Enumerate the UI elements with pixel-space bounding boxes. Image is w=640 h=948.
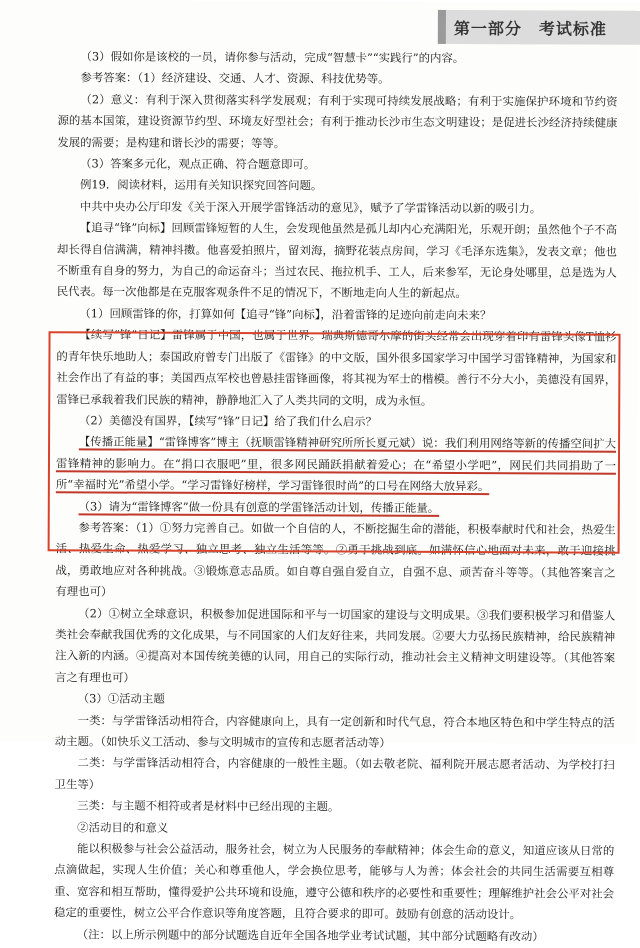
- section-header: [438, 10, 640, 45]
- material-1: 【追寻“锋”向标】回顾雷锋短暂的人生，会发现他虽然是孤儿却内心充满阳光，乐观开朗；虽然他个子不高却长得自信满满，精神抖擞。他喜爱拍照片，留刘海，摘野花装点房间，学习《毛泽东选集》，发表文章；他也不断重有自身的努力，为自己的命运奋斗；当过农民、拖拉机手、工人，后来参军，无论身处哪里，总是选为人民代表。每一次他都是在克服客观条件不足的情况下，不断地走向人生的新起点。: [56, 220, 618, 301]
- question-2: （2）美德没有国界，【续写“锋”日记】给了我们什么启示？: [78, 413, 377, 429]
- activity-purpose-heading: ②活动目的和意义: [77, 819, 169, 835]
- question-3b: （3）请为“雷锋博客”做一份具有创意的学雷锋活动计划，传播正能量。: [78, 498, 440, 515]
- material-intro: 中共中央办公厅印发《关于深入开展学雷锋活动的意见》，赋予了学雷锋活动以新的吸引力。: [79, 199, 542, 216]
- theme-class-2: 二类：与学雷锋活动相符合，内容健康的一般性主题。（如去敬老院、福利院开展志愿者活动、为学校打扫卫生等）: [54, 755, 615, 792]
- theme-class-1: 一类：与学雷锋活动相符合，内容健康向上，具有一定创新和时代气息，符合本地区特色和中学生特点的活动主题。（如快乐义工活动、参与文明城市的宣传和志愿者活动等）: [54, 712, 615, 750]
- footnote: （注：以上所示例题中的部分试题选自近年全国各地学业考试试题，其中部分试题略有改动）: [76, 927, 544, 944]
- header-tab-marker: [438, 10, 446, 44]
- body-text: [54, 46, 618, 947]
- answer-2: （2）意义：有利于深入贯彻落实科学发展观；有利于实现可持续发展战略；有利于实施保护环境和节约资源的基本国策，建设资源节约型、环境友好型社会；有利于推动长沙市生态文明建设；是促进长沙经济持续健康发展的需要；是构建和谐长沙的需要；等等。: [57, 92, 618, 150]
- answer-1: 参考答案：（1）经济建设、交通、人才、资源、科技优势等。: [80, 70, 390, 87]
- material-3: 【传播正能量】“雷锋博客”博主（抚顺雷锋精神研究所所长夏元斌）说：我们利用网络等新的传播空间扩大雷锋精神的影响力。在“捐口衣服吧”里，很多网民踊跃捐献着爱心；在“希望小学吧”，网民们共同捐助了一所“幸福时光”希望小学。“学习雷锋好榜样，学习雷锋很时尚”的口号在网络大放异彩。: [55, 434, 617, 494]
- answer-3: （3）答案多元化，观点正确、符合题意即可。: [80, 156, 316, 172]
- section-title: 第一部分 考试标准: [453, 18, 607, 39]
- activity-purpose: 能以积极参与社会公益活动，服务社会，树立为人民服务的奉献精神；体会生命的意义，知道应该从日常的点滴做起，实现人生价值；关心和尊重他人，学会换位思考，能够与人为善；体会社会的共同生活需要互相尊重、宽容和相互帮助，懂得爱护公共环境和设施，遵守公德和秩序的必要性和重要性；理解维护社会公平对社会稳定的重要性，树立公平合作意识等角度答题，且符合要求的即可。鼓励有创意的活动设计。: [53, 841, 615, 922]
- theme-class-3: 三类：与主题不相符或者是材料中已经出现的主题。: [77, 798, 340, 814]
- answer-block-1: 参考答案：（1）①努力完善自己。如做一个自信的人，不断挖掘生命的潜能，积极奉献时代和社会，热爱生活、热爱生命、热爱学习、独立思考、独立生活等等。②勇于挑战到底。如满怀信心地面对未来，敢于迎接挑战，勇敢地应对各种挑战。③锻炼意志品质。如自尊自强自爱自立，自强不息、顽苦奋斗等等。（其他答案言之有理也可）: [55, 520, 616, 599]
- question-1: （1）回顾雷锋的你，打算如何【追寻“锋”向标】，沿着雷锋的足迹向前走向未来？: [79, 306, 492, 323]
- question-3: （3）假如你是该校的一员，请你参与活动，完成“智慧卡”“实践行”的内容。: [80, 49, 465, 66]
- example-title: 例19．阅读材料，运用有关知识探究回答问题。: [79, 177, 323, 193]
- answer-block-2: （2）①树立全球意识，积极参加促进国际和平与一切国家的建设与文明成果。③我们要积极学习和借鉴人类社会奉献我国优秀的文化成果，与不同国家的人们友好往来，共同发展。②要大力弘扬民族精神，给民族精神注入新的内涵。④提高对本国传统美德的认同，用自己的实际行动，推动社会主义精神文明建设等。（其他答案言之有理也可）: [55, 605, 616, 685]
- activity-theme-heading: （3）①活动主题: [77, 691, 165, 706]
- material-2: 【续写“锋”日记】雷锋属于中国，也属于世界。瑞典斯德哥尔摩的街头经常会出现穿着印有雷锋头像T恤衫的青年快乐地助人；泰国政府曾专门出版了《雷锋》的中文版，国外很多国家学习中国学习雷锋精神，为国家和社会作出了有益的事；美国西点军校也曾悬挂雷锋画像，将其视为军士的楷模。善行不分大小，美德没有国界，雷锋已承载着我们民族的精神，静静地汇入了人类共同的文明，成为永恒。: [56, 327, 617, 408]
